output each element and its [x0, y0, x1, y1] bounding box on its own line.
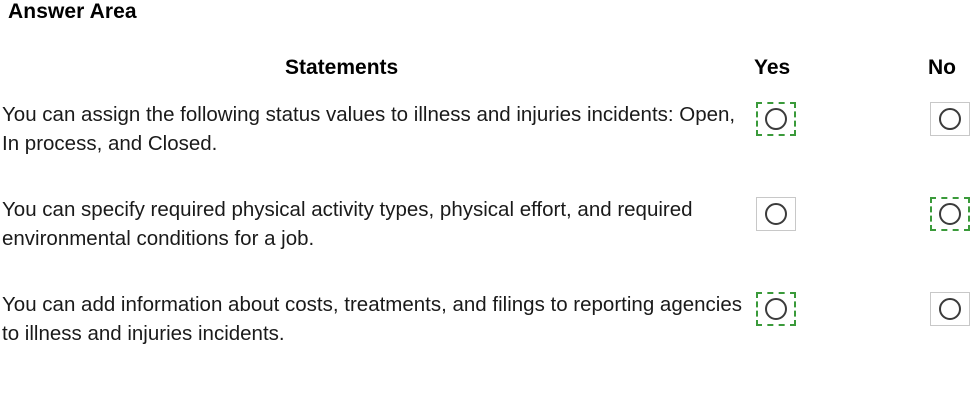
statement-text: You can specify required physical activity types, physical effort, and required environmental conditions for a job.	[2, 198, 693, 250]
radio-cell-no[interactable]	[930, 292, 974, 328]
statement-text: You can assign the following status values to illness and injuries incidents: Open, In process, and Closed.	[2, 103, 736, 155]
radio-cell-yes[interactable]	[756, 292, 800, 328]
radio-button-no[interactable]	[939, 298, 961, 320]
radio-button-yes[interactable]	[765, 203, 787, 225]
column-header-yes: Yes	[754, 56, 791, 79]
radio-cell-no[interactable]	[930, 197, 974, 233]
radio-button-no[interactable]	[939, 203, 961, 225]
radio-cell-yes[interactable]	[756, 102, 800, 138]
radio-button-no[interactable]	[939, 108, 961, 130]
table-row	[0, 290, 974, 385]
column-header-statements: Statements	[285, 56, 399, 79]
statements-table	[0, 48, 974, 385]
page-title: Answer Area	[8, 0, 137, 23]
statement-text: You can add information about costs, treatments, and filings to reporting agencies to illness and injuries incidents.	[2, 293, 742, 345]
radio-cell-yes[interactable]	[756, 197, 800, 233]
radio-button-yes[interactable]	[765, 298, 787, 320]
table-header-row	[0, 48, 974, 100]
radio-cell-no[interactable]	[930, 102, 974, 138]
table-row	[0, 100, 974, 195]
radio-button-yes[interactable]	[765, 108, 787, 130]
table-row	[0, 195, 974, 290]
column-header-no: No	[928, 56, 956, 79]
